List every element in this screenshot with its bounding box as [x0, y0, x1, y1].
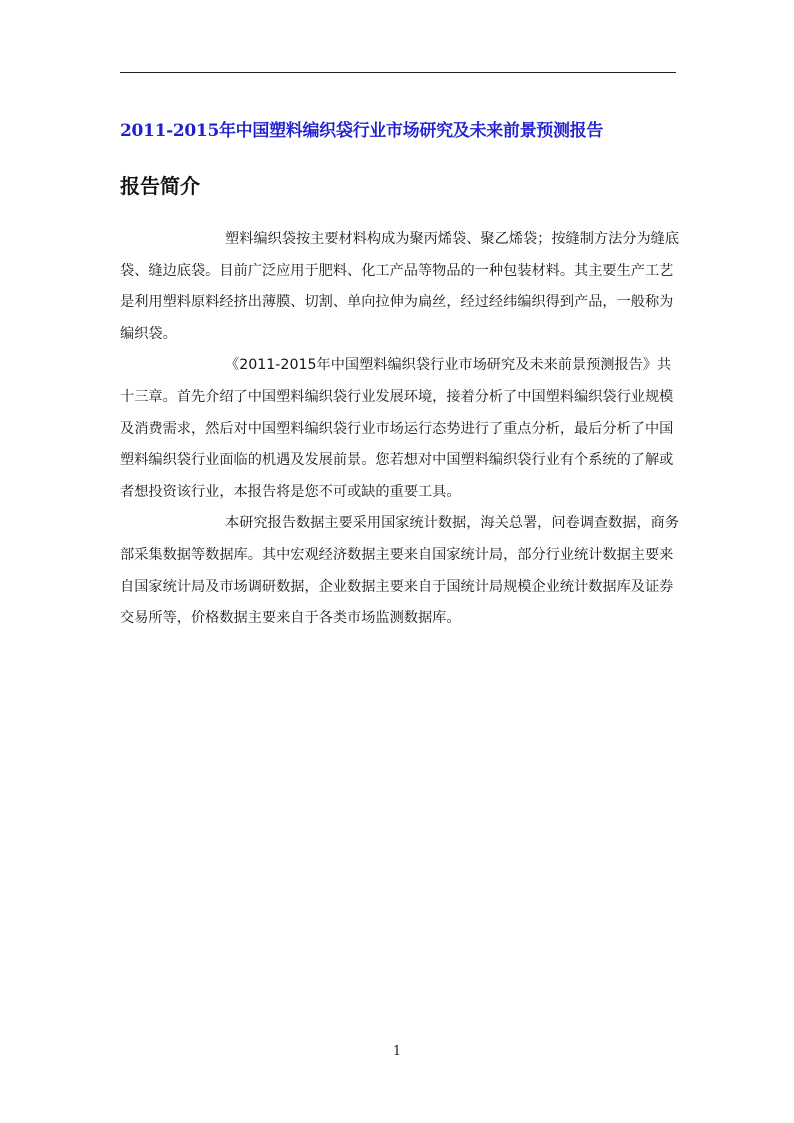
report-title: 2011-2015年中国塑料编织袋行业市场研究及未来前景预测报告 — [120, 121, 604, 141]
page-number: 1 — [392, 1044, 402, 1059]
section-heading: 报告简介 — [120, 174, 200, 198]
paragraph-intro: 塑料编织袋按主要材料构成为聚丙烯袋、聚乙烯袋；按缝制方法分为缝底袋、缝边底袋。目前广泛应用于肥料、化工产品等物品的一种包装材料。其主要生产工艺是利用塑料原料经挤出薄膜、切割、单向拉伸为扁丝，经过经纬编织得到产品，一般称为编织袋。 — [120, 231, 680, 342]
paragraph-data-sources: 本研究报告数据主要采用国家统计数据，海关总署，问卷调查数据，商务部采集数据等数据库。其中宏观经济数据主要来自国家统计局，部分行业统计数据主要来自国家统计局及市场调研数据，企业数据主要来自于国统计局规模企业统计数据库及证券交易所等，价格数据主要来自于各类市场监测数据库。 — [120, 515, 680, 627]
paragraph-contents: 《2011-2015年中国塑料编织袋行业市场研究及未来前景预测报告》共十三章。首先介绍了中国塑料编织袋行业发展环境，接着分析了中国塑料编织袋行业规模及消费需求，然后对中国塑料编织袋行业市场运行态势进行了重点分析，最后分析了中国塑料编织袋行业面临的机遇及发展前景。您若想对中国塑料编织袋行业有个系统的了解或者想投资该行业，本报告将是您不可或缺的重要工具。 — [120, 357, 674, 500]
header-rule — [120, 72, 676, 73]
report-body — [120, 224, 680, 635]
